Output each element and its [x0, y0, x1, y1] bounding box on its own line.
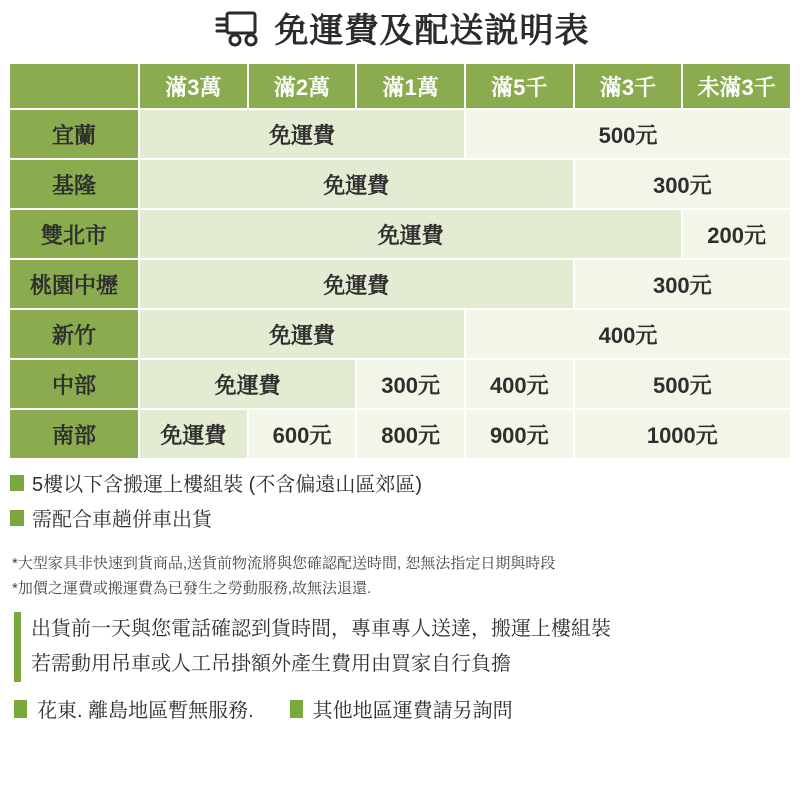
- table-row: [9, 309, 791, 359]
- note-item: [10, 468, 790, 497]
- vertical-bar-icon: [14, 612, 21, 682]
- notes-section: [0, 460, 800, 532]
- highlight-line: 若需動用吊車或人工吊掛額外產生費用由買家自行負擔: [31, 653, 511, 675]
- row-region-label: 新竹: [9, 309, 139, 359]
- fee-cell: 免運費: [139, 309, 465, 359]
- column-header-3: 滿5千: [465, 63, 574, 109]
- table-row: [9, 109, 791, 159]
- table-header: [9, 63, 791, 109]
- table-row: [9, 259, 791, 309]
- table-row: [9, 209, 791, 259]
- column-header-2: 滿1萬: [356, 63, 465, 109]
- shipping-fee-table: [8, 62, 792, 460]
- row-region-label: 中部: [9, 359, 139, 409]
- fee-table-wrap: [0, 62, 800, 460]
- page-title: 免運費及配送説明表: [274, 12, 590, 50]
- table-row: [9, 409, 791, 459]
- row-region-label: 基隆: [9, 159, 139, 209]
- table-body: [9, 109, 791, 459]
- highlight-line: 出貨前一天與您電話確認到貨時間，專車專人送達，搬運上樓組裝: [31, 618, 611, 640]
- bullet-square-icon: [10, 475, 24, 491]
- footer-section: [0, 682, 800, 723]
- fineprint-line: *大型家具非快速到貨商品,送貨前物流將與您確認配送時間, 恕無法指定日期與時段: [12, 555, 556, 572]
- fee-cell: 免運費: [139, 359, 356, 409]
- fee-cell: 600元: [248, 409, 357, 459]
- highlight-lines: [31, 612, 611, 682]
- fee-cell: 400元: [465, 359, 574, 409]
- fee-cell: 300元: [356, 359, 465, 409]
- fee-cell: 900元: [465, 409, 574, 459]
- note-text: 5樓以下含搬運上樓組裝 (不含偏遠山區郊區): [32, 474, 422, 496]
- footer-text: 其他地區運費請另詢問: [312, 700, 513, 722]
- column-header-5: 未滿3千: [682, 63, 791, 109]
- document-header: [0, 0, 800, 62]
- row-region-label: 雙北市: [9, 209, 139, 259]
- fineprint-line: *加價之運費或搬運費為已發生之勞動服務,故無法退還.: [12, 580, 372, 597]
- fee-cell: 400元: [465, 309, 791, 359]
- row-region-label: 宜蘭: [9, 109, 139, 159]
- bullet-square-icon: [14, 700, 27, 718]
- note-text: 需配合車趟併車出貨: [32, 509, 212, 531]
- fee-cell: 免運費: [139, 409, 248, 459]
- fee-cell: 1000元: [574, 409, 791, 459]
- table-header-row: [9, 63, 791, 109]
- fee-cell: 800元: [356, 409, 465, 459]
- fee-cell: 300元: [574, 159, 791, 209]
- bullet-square-icon: [10, 510, 24, 526]
- fee-cell: 500元: [465, 109, 791, 159]
- fee-cell: 500元: [574, 359, 791, 409]
- row-region-label: 桃園中壢: [9, 259, 139, 309]
- table-row: [9, 359, 791, 409]
- column-header-4: 滿3千: [574, 63, 683, 109]
- note-item: [10, 503, 790, 532]
- truck-icon: [211, 9, 265, 54]
- bullet-square-icon: [290, 700, 303, 718]
- fee-cell: 免運費: [139, 259, 574, 309]
- row-region-label: 南部: [9, 409, 139, 459]
- fee-cell: 300元: [574, 259, 791, 309]
- fee-cell: 200元: [682, 209, 791, 259]
- fineprint-section: [0, 538, 800, 598]
- fee-cell: 免運費: [139, 109, 465, 159]
- column-header-1: 滿2萬: [248, 63, 357, 109]
- column-header-0: 滿3萬: [139, 63, 248, 109]
- table-row: [9, 159, 791, 209]
- highlight-section: [0, 602, 800, 682]
- fee-cell: 免運費: [139, 159, 574, 209]
- fee-cell: 免運費: [139, 209, 682, 259]
- table-corner-cell: [9, 63, 139, 109]
- footer-text: 花東. 離島地區暫無服務.: [37, 700, 254, 722]
